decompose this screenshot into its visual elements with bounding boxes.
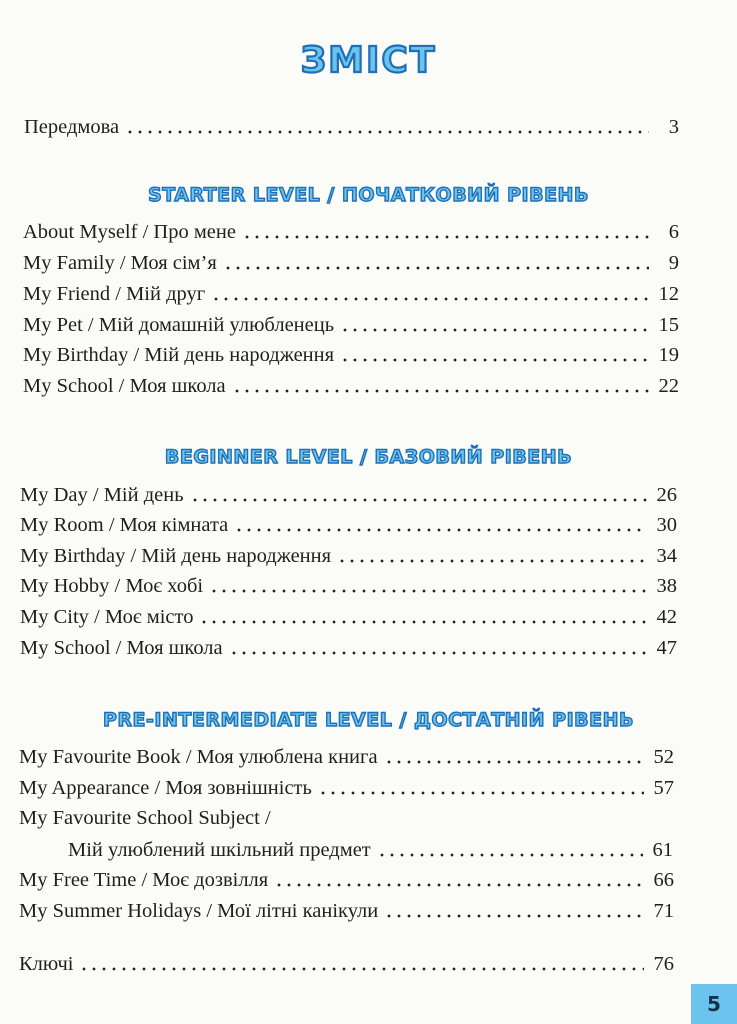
dot-leader bbox=[384, 759, 644, 765]
section-heading-beginner: BEGINNER LEVEL / БАЗОВИЙ РІВЕНЬ bbox=[164, 446, 573, 468]
toc-entry-page: 76 bbox=[653, 953, 674, 975]
toc-entry-label: My Hobby / Моє хобі bbox=[20, 575, 204, 597]
toc-entry-page: 47 bbox=[656, 637, 677, 659]
toc-entry-label: My Free Time / Моє дозвілля bbox=[19, 869, 269, 891]
toc-entry-label: My Favourite Book / Моя улюблена книга bbox=[19, 746, 378, 768]
toc-entry-page: 57 bbox=[653, 777, 674, 799]
toc-entry-label: My Appearance / Моя зовнішність bbox=[19, 777, 312, 799]
toc-entry[interactable] bbox=[23, 219, 679, 245]
page-number-badge: 5 bbox=[691, 984, 737, 1024]
toc-entry-label: Передмова bbox=[24, 116, 120, 138]
toc-entry[interactable] bbox=[19, 898, 674, 924]
toc-entry[interactable] bbox=[68, 837, 673, 863]
toc-entry-page: 12 bbox=[658, 283, 679, 305]
toc-entry-page: 6 bbox=[668, 221, 679, 243]
toc-entry-label: My Room / Моя кімната bbox=[20, 514, 229, 536]
toc-entry[interactable] bbox=[19, 775, 674, 801]
toc-entry-label: My Birthday / Мій день народження bbox=[20, 545, 332, 567]
toc-entry[interactable] bbox=[20, 512, 677, 538]
dot-leader bbox=[199, 619, 647, 625]
toc-entry[interactable] bbox=[23, 342, 679, 368]
toc-entry[interactable] bbox=[23, 312, 679, 338]
toc-entry[interactable] bbox=[20, 604, 677, 630]
toc-entry-page: 15 bbox=[658, 314, 679, 336]
toc-entry-label[interactable]: My Favourite School Subject / bbox=[19, 807, 271, 829]
toc-entry[interactable] bbox=[19, 744, 674, 770]
toc-entry-label: My School / Моя школа bbox=[23, 375, 226, 397]
toc-entry[interactable] bbox=[19, 867, 674, 893]
toc-entry-page: 61 bbox=[652, 839, 673, 861]
dot-leader bbox=[234, 527, 647, 533]
dot-leader bbox=[223, 265, 649, 271]
toc-entry-label: About Myself / Про мене bbox=[23, 221, 236, 243]
toc-entry-page: 34 bbox=[656, 545, 677, 567]
dot-leader bbox=[274, 882, 644, 888]
dot-leader bbox=[209, 588, 647, 594]
toc-entry-keys[interactable] bbox=[19, 951, 674, 977]
toc-entry[interactable] bbox=[23, 373, 679, 399]
toc-entry-page: 42 bbox=[656, 606, 677, 628]
dot-leader bbox=[232, 388, 649, 394]
toc-entry-label: My City / Моє місто bbox=[20, 606, 194, 628]
toc-entry-label: My Pet / Мій домашній улюбленець bbox=[23, 314, 335, 336]
toc-entry-label: My Day / Мій день bbox=[20, 484, 184, 506]
toc-entry[interactable] bbox=[23, 281, 679, 307]
toc-entry-label: My Family / Моя сім’я bbox=[23, 252, 217, 274]
toc-entry-intro[interactable] bbox=[24, 114, 679, 140]
toc-entry-page: 38 bbox=[656, 575, 677, 597]
dot-leader bbox=[190, 497, 647, 503]
dot-leader bbox=[318, 790, 644, 796]
toc-entry[interactable] bbox=[20, 543, 677, 569]
dot-leader bbox=[384, 913, 644, 919]
toc-entry-page: 71 bbox=[653, 900, 674, 922]
toc-entry-label: My Birthday / Мій день народження bbox=[23, 344, 335, 366]
page-title: ЗМІСТ bbox=[300, 40, 437, 81]
toc-entry[interactable] bbox=[23, 250, 679, 276]
dot-leader bbox=[242, 234, 649, 240]
toc-entry-page: 26 bbox=[656, 484, 677, 506]
toc-entry[interactable] bbox=[20, 482, 677, 508]
section-heading-starter: STARTER LEVEL / ПОЧАТКОВИЙ РІВЕНЬ bbox=[148, 184, 589, 206]
dot-leader bbox=[340, 357, 649, 363]
toc-entry-label: Ключі bbox=[19, 953, 74, 975]
toc-entry-page: 19 bbox=[658, 344, 679, 366]
dot-leader bbox=[377, 852, 643, 858]
toc-entry-page: 22 bbox=[658, 375, 679, 397]
dot-leader bbox=[229, 650, 647, 656]
toc-entry-label-continuation: Мій улюблений шкільний предмет bbox=[68, 839, 371, 861]
dot-leader bbox=[211, 296, 649, 302]
toc-entry-page: 3 bbox=[668, 116, 679, 138]
dot-leader bbox=[79, 966, 644, 972]
toc-entry[interactable] bbox=[20, 573, 677, 599]
toc-entry-label: My School / Моя школа bbox=[20, 637, 223, 659]
toc-entry-page: 30 bbox=[656, 514, 677, 536]
dot-leader bbox=[340, 327, 649, 333]
toc-entry-label: My Friend / Мій друг bbox=[23, 283, 206, 305]
dot-leader bbox=[125, 129, 649, 135]
toc-entry[interactable] bbox=[20, 635, 677, 661]
toc-entry-page: 52 bbox=[653, 746, 674, 768]
toc-entry-page: 66 bbox=[653, 869, 674, 891]
dot-leader bbox=[337, 558, 647, 564]
section-heading-pre-intermediate: PRE-INTERMEDIATE LEVEL / ДОСТАТНІЙ РІВЕНЬ bbox=[103, 709, 634, 731]
toc-entry-page: 9 bbox=[668, 252, 679, 274]
toc-entry-label: My Summer Holidays / Мої літні канікули bbox=[19, 900, 379, 922]
